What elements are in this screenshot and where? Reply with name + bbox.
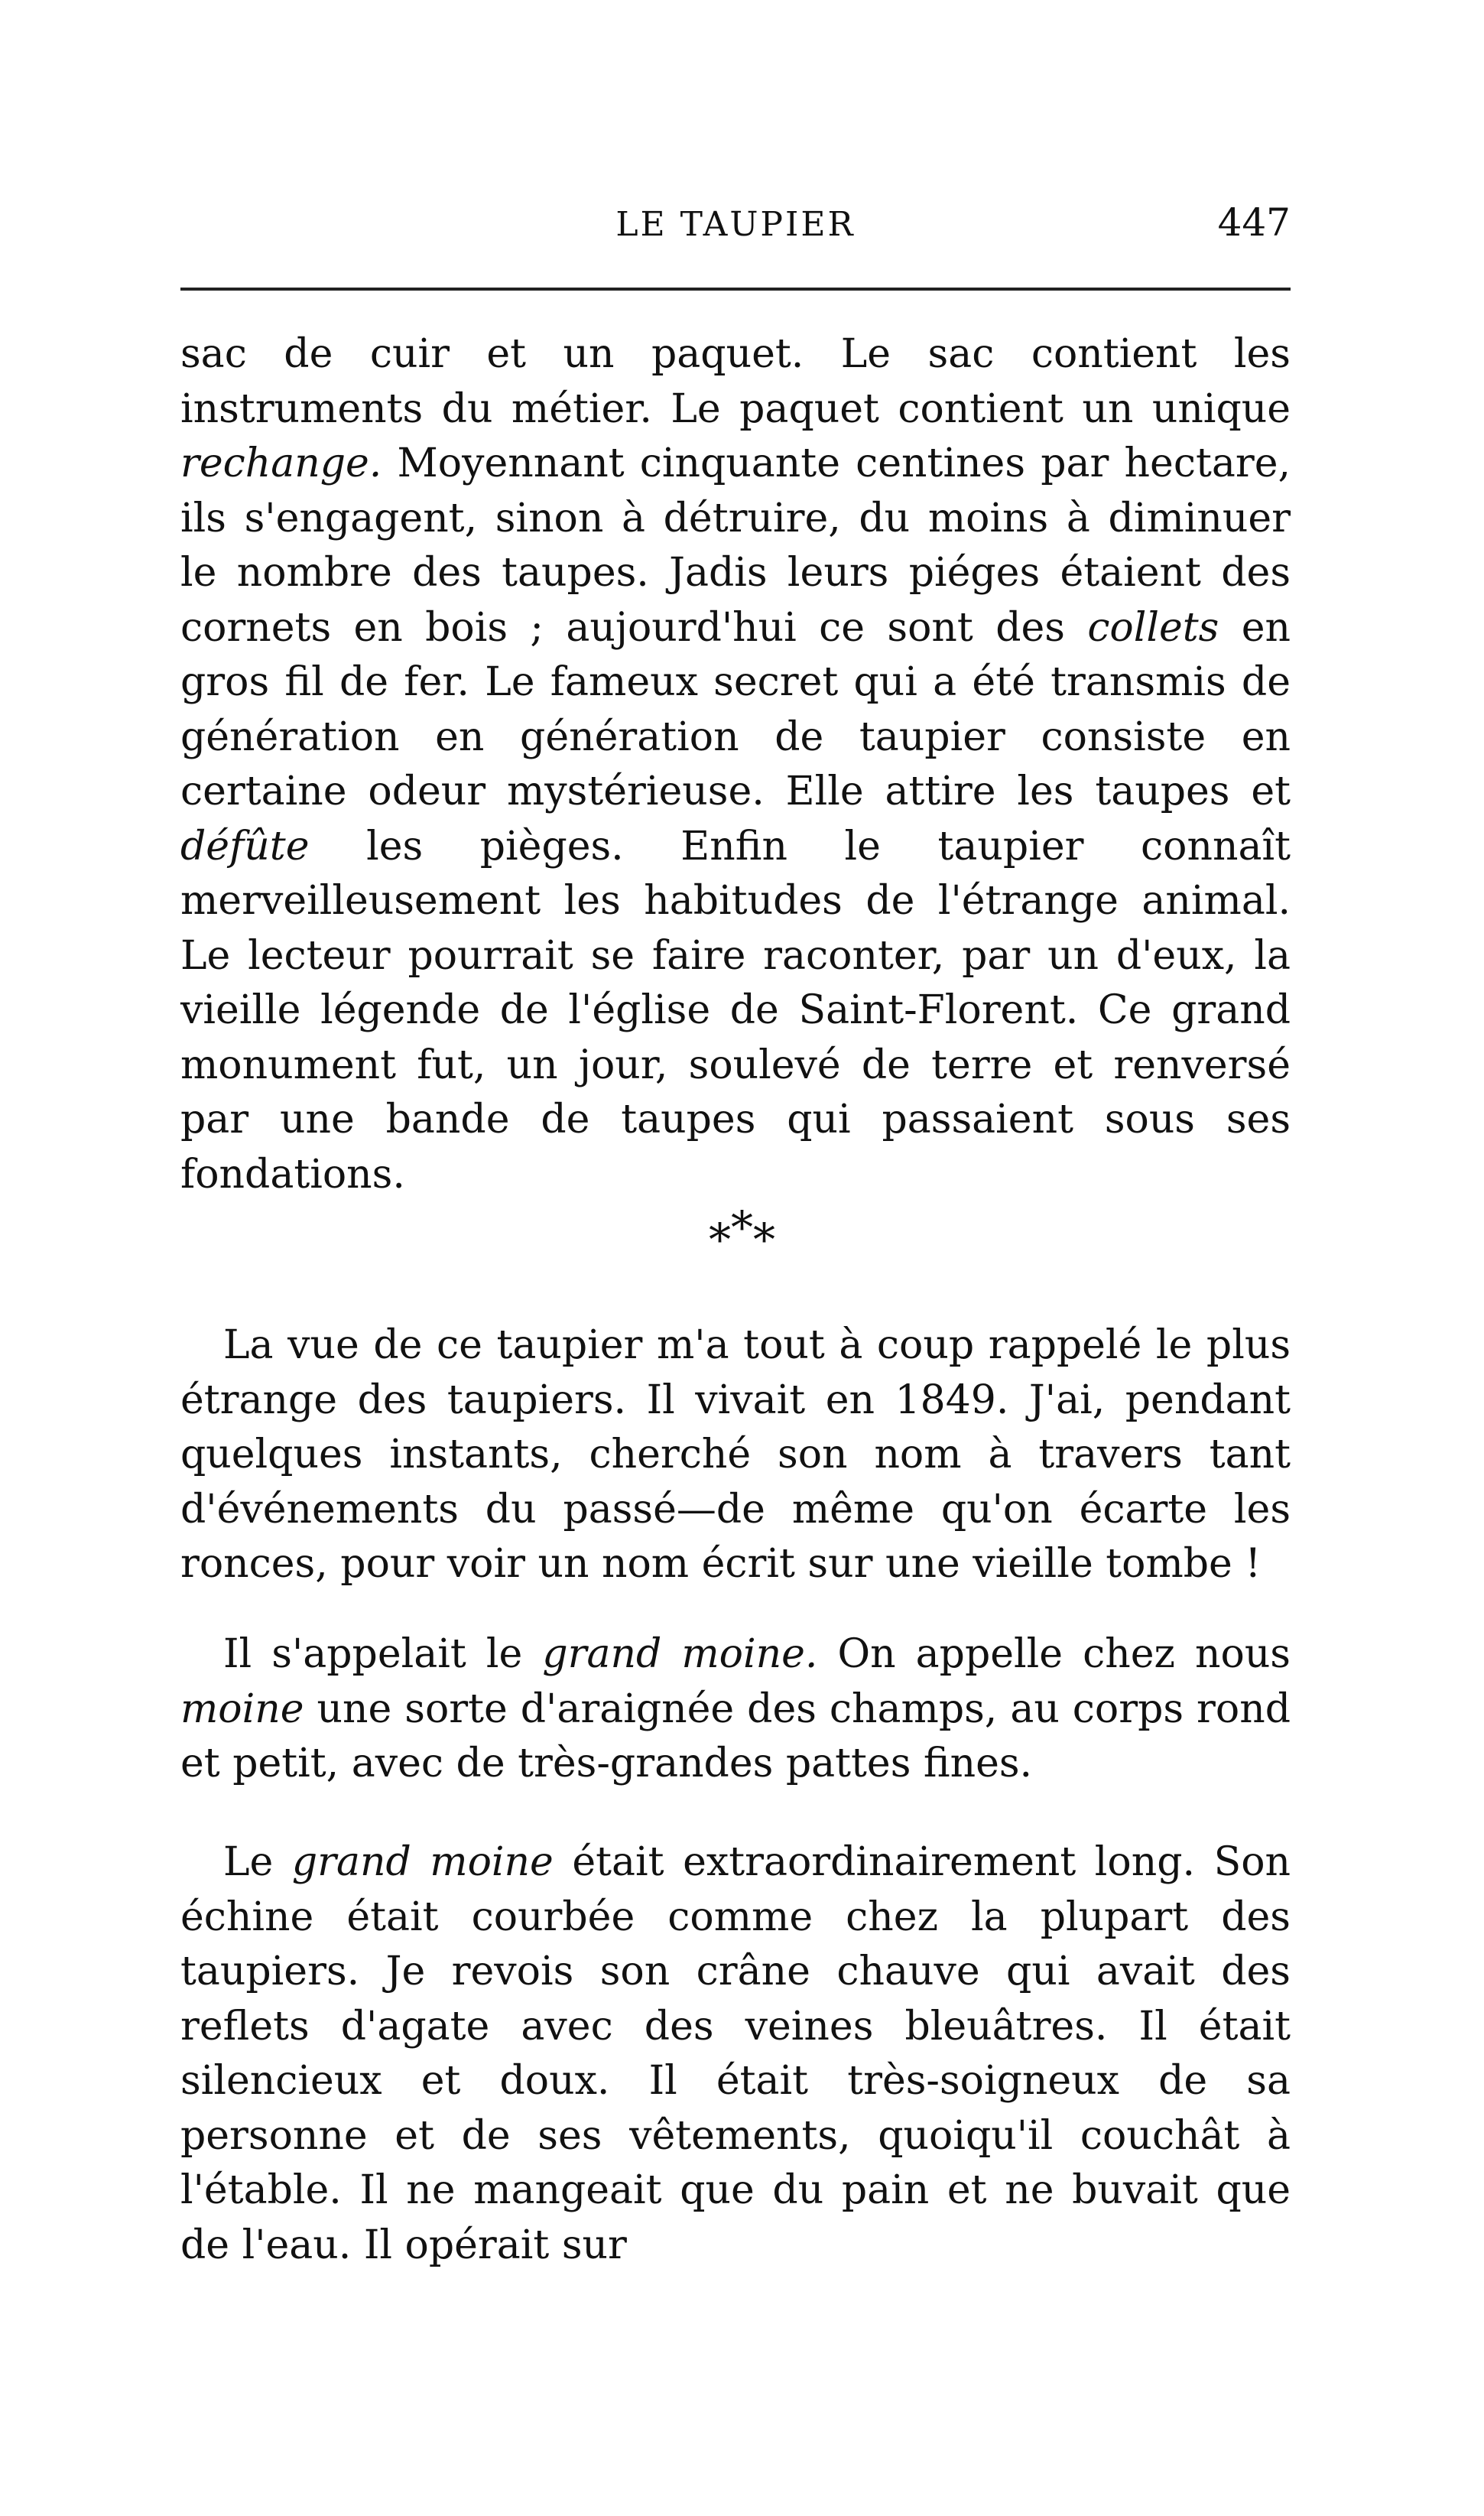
separator-star: *: [731, 1201, 753, 1253]
continued-paragraph: sac de cuir et un paquet. Le sac contient les instruments du métier. Le paquet contient un unique rechange. Moyennant cinquante centines par hectare, ils s'engagent, sinon à détruire, du moins à diminuer le nombre des taupes. Jadis leurs piéges étaient des cornets en bois ; aujourd'hui ce sont des collets en gros fil de fer. Le fameux secret qui a été transmis de génération en génération de taupier consiste en certaine odeur mystérieuse. Elle attire les taupes et défûte les pièges. Enfin le taupier connaît merveilleusement les habitudes de l'étrange animal. Le lecteur pourrait se faire raconter, par un d'eux, la vieille légende de l'église de Saint-Florent. Ce grand monument fut, un jour, soulevé de terre et renversé par une bande de taupes qui passaient sous ses fondations.: [180, 331, 1291, 1198]
paragraph: Il s'appelait le grand moine. On appelle chez nous moine une sorte d'araignée des champs, au corps rond et petit, avec de très-grandes pattes fines.: [180, 1631, 1291, 1786]
paragraph: Le grand moine était extraordinairement long. Son échine était courbée comme chez la plupart des taupiers. Je revois son crâne chauve qui avait des reflets d'agate avec des veines bleuâtres. Il était silencieux et doux. Il était très-soigneux de sa personne et de ses vêtements, quoiqu'il couchât à l'étable. Il ne mangeait que du pain et ne buvait que de l'eau. Il opérait sur: [180, 1839, 1291, 2268]
text-block-top: [180, 327, 1291, 1202]
text-block-paragraph-2: [180, 1318, 1291, 1592]
text-block-paragraph-4: [180, 1835, 1291, 2273]
text-block-paragraph-3: [180, 1627, 1291, 1792]
running-title: LE TAUPIER: [615, 205, 856, 244]
separator-star: *: [709, 1214, 731, 1266]
separator-star: *: [753, 1214, 775, 1266]
page-number: 447: [1217, 200, 1291, 245]
paragraph: La vue de ce taupier m'a tout à coup rappelé le plus étrange des taupiers. Il vivait en 1849. J'ai, pendant quelques instants, cherché son nom à travers tant d'événements du passé—de même qu'on écarte les ronces, pour voir un nom écrit sur une vieille tombe !: [180, 1322, 1291, 1587]
running-head: [180, 200, 1291, 262]
header-rule: [180, 288, 1291, 291]
section-separator: [0, 1201, 1484, 1266]
